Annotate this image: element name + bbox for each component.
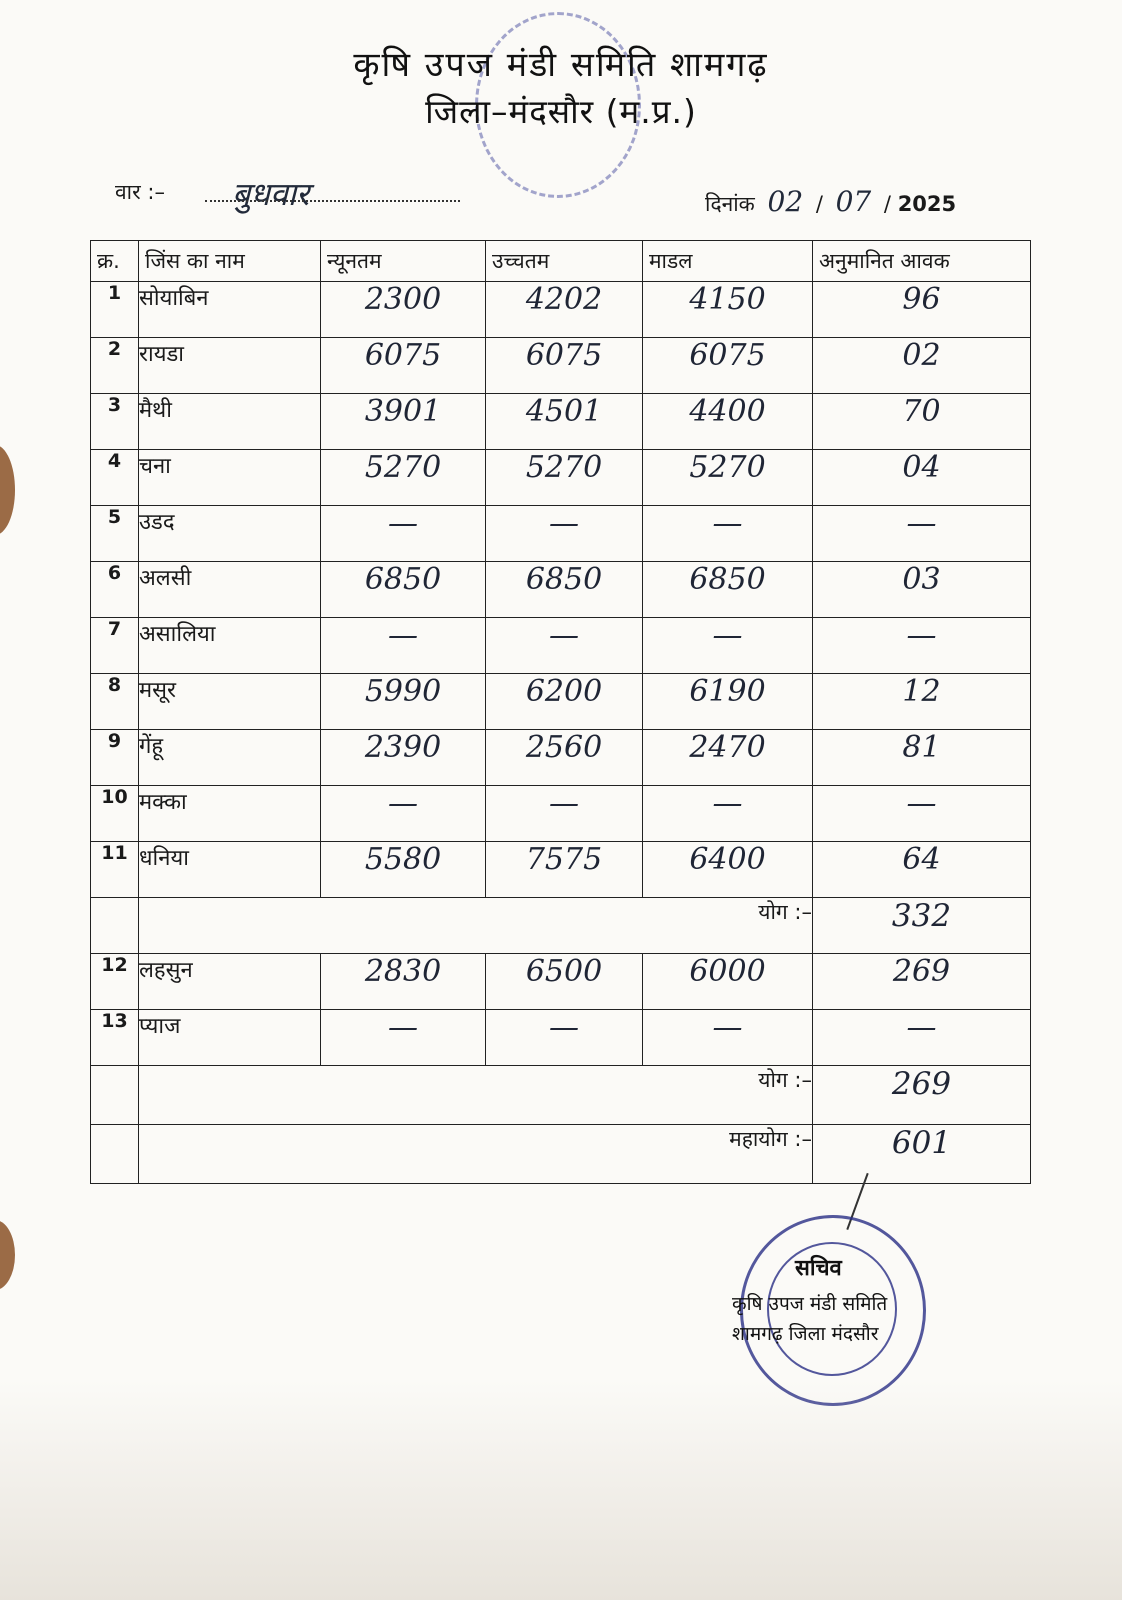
commodity-cell: मैथी	[139, 394, 321, 450]
model-cell: —	[643, 1010, 813, 1066]
arrival-cell: 04	[813, 450, 1031, 506]
commodity-cell: प्याज	[139, 1010, 321, 1066]
maximum-cell: 4202	[486, 282, 643, 338]
table-row	[91, 506, 1031, 562]
model-cell: 6190	[643, 674, 813, 730]
arrival-cell: —	[813, 506, 1031, 562]
commodity-cell: अलसी	[139, 562, 321, 618]
subtotal-value: 269	[813, 1066, 1031, 1125]
minimum-cell: 2830	[321, 954, 486, 1010]
minimum-cell: 2390	[321, 730, 486, 786]
empty-cell	[91, 898, 139, 954]
district-title: जिला–मंदसौर (म.प्र.)	[425, 92, 697, 131]
header-arrival: अनुमानित आवक	[813, 241, 1031, 282]
header-minimum: न्यूनतम	[321, 241, 486, 282]
commodity-cell: मसूर	[139, 674, 321, 730]
minimum-cell: 6075	[321, 338, 486, 394]
paper-shadow	[0, 1380, 1122, 1600]
model-cell: 4150	[643, 282, 813, 338]
edge-blot	[0, 1220, 15, 1290]
date-day: 02	[767, 185, 804, 218]
commodity-cell: लहसुन	[139, 954, 321, 1010]
minimum-cell: 6850	[321, 562, 486, 618]
date-label: दिनांक	[705, 192, 755, 216]
subtotal-label: योग :–	[139, 898, 813, 954]
serial-cell: 1	[91, 282, 139, 338]
arrival-cell: 03	[813, 562, 1031, 618]
minimum-cell: 2300	[321, 282, 486, 338]
empty-cell	[91, 1066, 139, 1125]
maximum-cell: —	[486, 506, 643, 562]
model-cell: 6850	[643, 562, 813, 618]
commodity-cell: धनिया	[139, 842, 321, 898]
maximum-cell: 6075	[486, 338, 643, 394]
date-field	[705, 185, 956, 218]
maximum-cell: —	[486, 1010, 643, 1066]
serial-cell: 4	[91, 450, 139, 506]
header-serial: क्र.	[91, 241, 139, 282]
subtotal-value: 332	[813, 898, 1031, 954]
model-cell: 2470	[643, 730, 813, 786]
model-cell: 5270	[643, 450, 813, 506]
seal-line2: शामगढ़ जिला मंदसौर	[732, 1323, 879, 1345]
table-row	[91, 338, 1031, 394]
maximum-cell: —	[486, 786, 643, 842]
header-maximum: उच्चतम	[486, 241, 643, 282]
table-row	[91, 618, 1031, 674]
serial-cell: 6	[91, 562, 139, 618]
subtotal-row	[91, 898, 1031, 954]
table-body	[91, 282, 1031, 1184]
maximum-cell: 4501	[486, 394, 643, 450]
date-separator: /	[815, 192, 823, 216]
date-month: 07	[835, 185, 872, 218]
arrival-cell: —	[813, 786, 1031, 842]
model-cell: —	[643, 618, 813, 674]
arrival-cell: 12	[813, 674, 1031, 730]
table-row	[91, 394, 1031, 450]
seal-line1: कृषि उपज मंडी समिति	[732, 1293, 888, 1315]
minimum-cell: 5580	[321, 842, 486, 898]
commodity-cell: गेंहू	[139, 730, 321, 786]
maximum-cell: 6500	[486, 954, 643, 1010]
arrival-cell: —	[813, 1010, 1031, 1066]
minimum-cell: —	[321, 1010, 486, 1066]
table-row	[91, 730, 1031, 786]
serial-cell: 8	[91, 674, 139, 730]
commodity-cell: चना	[139, 450, 321, 506]
arrival-cell: 81	[813, 730, 1031, 786]
grand-total-row	[91, 1125, 1031, 1184]
serial-cell: 2	[91, 338, 139, 394]
table-row	[91, 562, 1031, 618]
model-cell: 6000	[643, 954, 813, 1010]
table-row	[91, 282, 1031, 338]
commodity-cell: मक्का	[139, 786, 321, 842]
edge-blot	[0, 445, 15, 535]
arrival-cell: —	[813, 618, 1031, 674]
seal-title: सचिव	[795, 1256, 842, 1281]
table-row	[91, 1010, 1031, 1066]
subtotal-row	[91, 1066, 1031, 1125]
arrival-cell: 02	[813, 338, 1031, 394]
minimum-cell: 5990	[321, 674, 486, 730]
maximum-cell: 7575	[486, 842, 643, 898]
serial-cell: 12	[91, 954, 139, 1010]
day-dotted-line	[205, 200, 460, 202]
model-cell: 6400	[643, 842, 813, 898]
date-separator: /	[883, 192, 891, 216]
minimum-cell: —	[321, 786, 486, 842]
minimum-cell: 3901	[321, 394, 486, 450]
serial-cell: 11	[91, 842, 139, 898]
table-header-row	[91, 241, 1031, 282]
arrival-cell: 70	[813, 394, 1031, 450]
arrival-cell: 64	[813, 842, 1031, 898]
maximum-cell: —	[486, 618, 643, 674]
commodity-cell: उडद	[139, 506, 321, 562]
empty-cell	[91, 1125, 139, 1184]
maximum-cell: 5270	[486, 450, 643, 506]
commodity-cell: असालिया	[139, 618, 321, 674]
minimum-cell: 5270	[321, 450, 486, 506]
serial-cell: 13	[91, 1010, 139, 1066]
serial-cell: 9	[91, 730, 139, 786]
maximum-cell: 2560	[486, 730, 643, 786]
serial-cell: 5	[91, 506, 139, 562]
commodity-cell: रायडा	[139, 338, 321, 394]
subtotal-label: योग :–	[139, 1066, 813, 1125]
maximum-cell: 6200	[486, 674, 643, 730]
model-cell: —	[643, 506, 813, 562]
rates-table	[90, 240, 1031, 1184]
header-model: माडल	[643, 241, 813, 282]
day-value: बुधवार	[232, 175, 310, 213]
table-row	[91, 450, 1031, 506]
serial-cell: 7	[91, 618, 139, 674]
minimum-cell: —	[321, 618, 486, 674]
header-commodity: जिंस का नाम	[139, 241, 321, 282]
committee-title: कृषि उपज मंडी समिति शामगढ़	[353, 45, 769, 85]
commodity-cell: सोयाबिन	[139, 282, 321, 338]
date-year: 2025	[897, 192, 957, 216]
maximum-cell: 6850	[486, 562, 643, 618]
serial-cell: 10	[91, 786, 139, 842]
model-cell: 6075	[643, 338, 813, 394]
minimum-cell: —	[321, 506, 486, 562]
model-cell: —	[643, 786, 813, 842]
model-cell: 4400	[643, 394, 813, 450]
arrival-cell: 96	[813, 282, 1031, 338]
table-row	[91, 842, 1031, 898]
serial-cell: 3	[91, 394, 139, 450]
arrival-cell: 269	[813, 954, 1031, 1010]
grand-total-value: 601	[813, 1125, 1031, 1184]
table-row	[91, 954, 1031, 1010]
table-row	[91, 786, 1031, 842]
grand-total-label: महायोग :–	[139, 1125, 813, 1184]
day-label: वार :–	[115, 180, 165, 204]
table-row	[91, 674, 1031, 730]
